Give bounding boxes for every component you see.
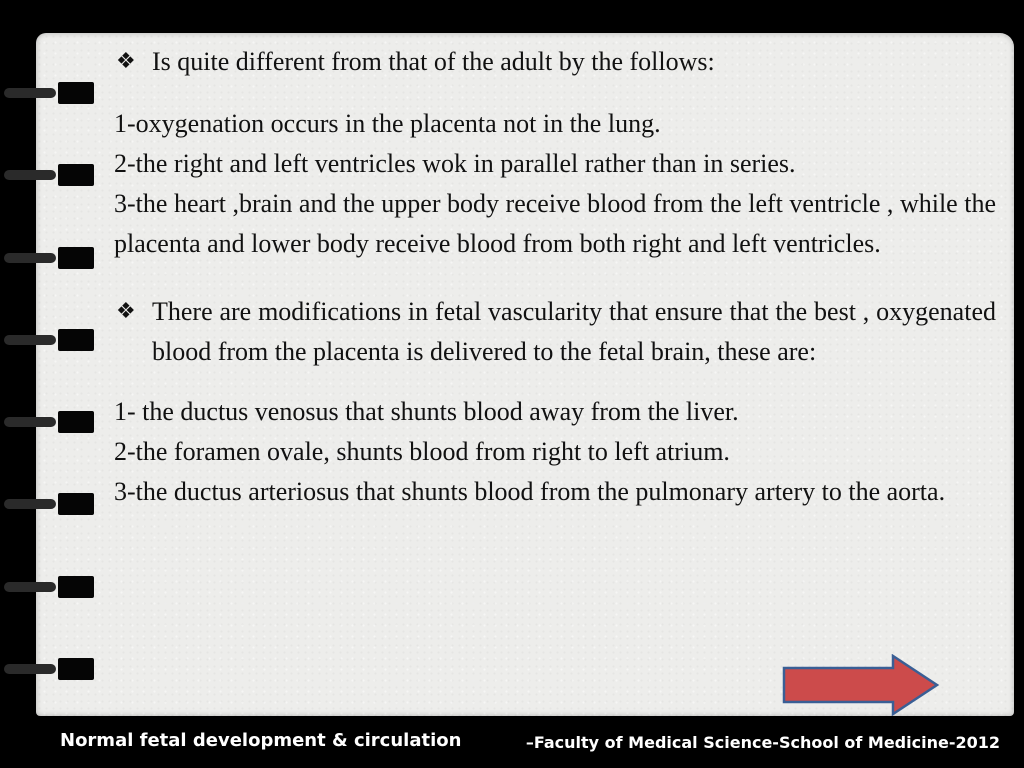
section1-point: 3-the heart ,brain and the upper body receive blood from the left ventricle , while the placenta and lower body receive blood from both right and left ventricles.: [114, 189, 996, 258]
section2-point: 2-the foramen ovale, shunts blood from right to left atrium.: [114, 437, 730, 466]
slide-footer: [0, 716, 1024, 768]
section2-point: 1- the ductus venosus that shunts blood away from the liver.: [114, 397, 739, 426]
footer-title: Normal fetal development & circulation: [60, 730, 462, 751]
section1-point: 1-oxygenation occurs in the placenta not in the lung.: [114, 109, 661, 138]
section1-point: 2-the right and left ventricles wok in parallel rather than in series.: [114, 149, 796, 178]
section2-heading: [114, 292, 996, 372]
binder-ring-icon: [4, 658, 94, 680]
binder-ring-icon: [4, 329, 94, 351]
footer-credit: –Faculty of Medical Science-School of Medicine-2012: [525, 733, 1000, 752]
binder-ring-icon: [4, 493, 94, 515]
binder-ring-icon: [4, 411, 94, 433]
section2-point: 3-the ductus arteriosus that shunts blood from the pulmonary artery to the aorta.: [114, 477, 946, 506]
section2-heading-text: There are modifications in fetal vascularity that ensure that the best , oxygenated blood from the placenta is delivered to the fetal brain, these are:: [152, 297, 996, 366]
binder-rings: [0, 0, 100, 768]
section1-heading-text: Is quite different from that of the adult by the follows:: [152, 47, 715, 76]
binder-ring-icon: [4, 164, 94, 186]
section1-heading: [114, 42, 996, 82]
slide-content: [114, 42, 996, 512]
binder-ring-icon: [4, 82, 94, 104]
arrow-right-icon[interactable]: [781, 654, 941, 716]
binder-ring-icon: [4, 247, 94, 269]
binder-ring-icon: [4, 576, 94, 598]
diamond-bullet-icon: ❖: [116, 49, 136, 74]
diamond-bullet-icon: ❖: [116, 299, 136, 324]
